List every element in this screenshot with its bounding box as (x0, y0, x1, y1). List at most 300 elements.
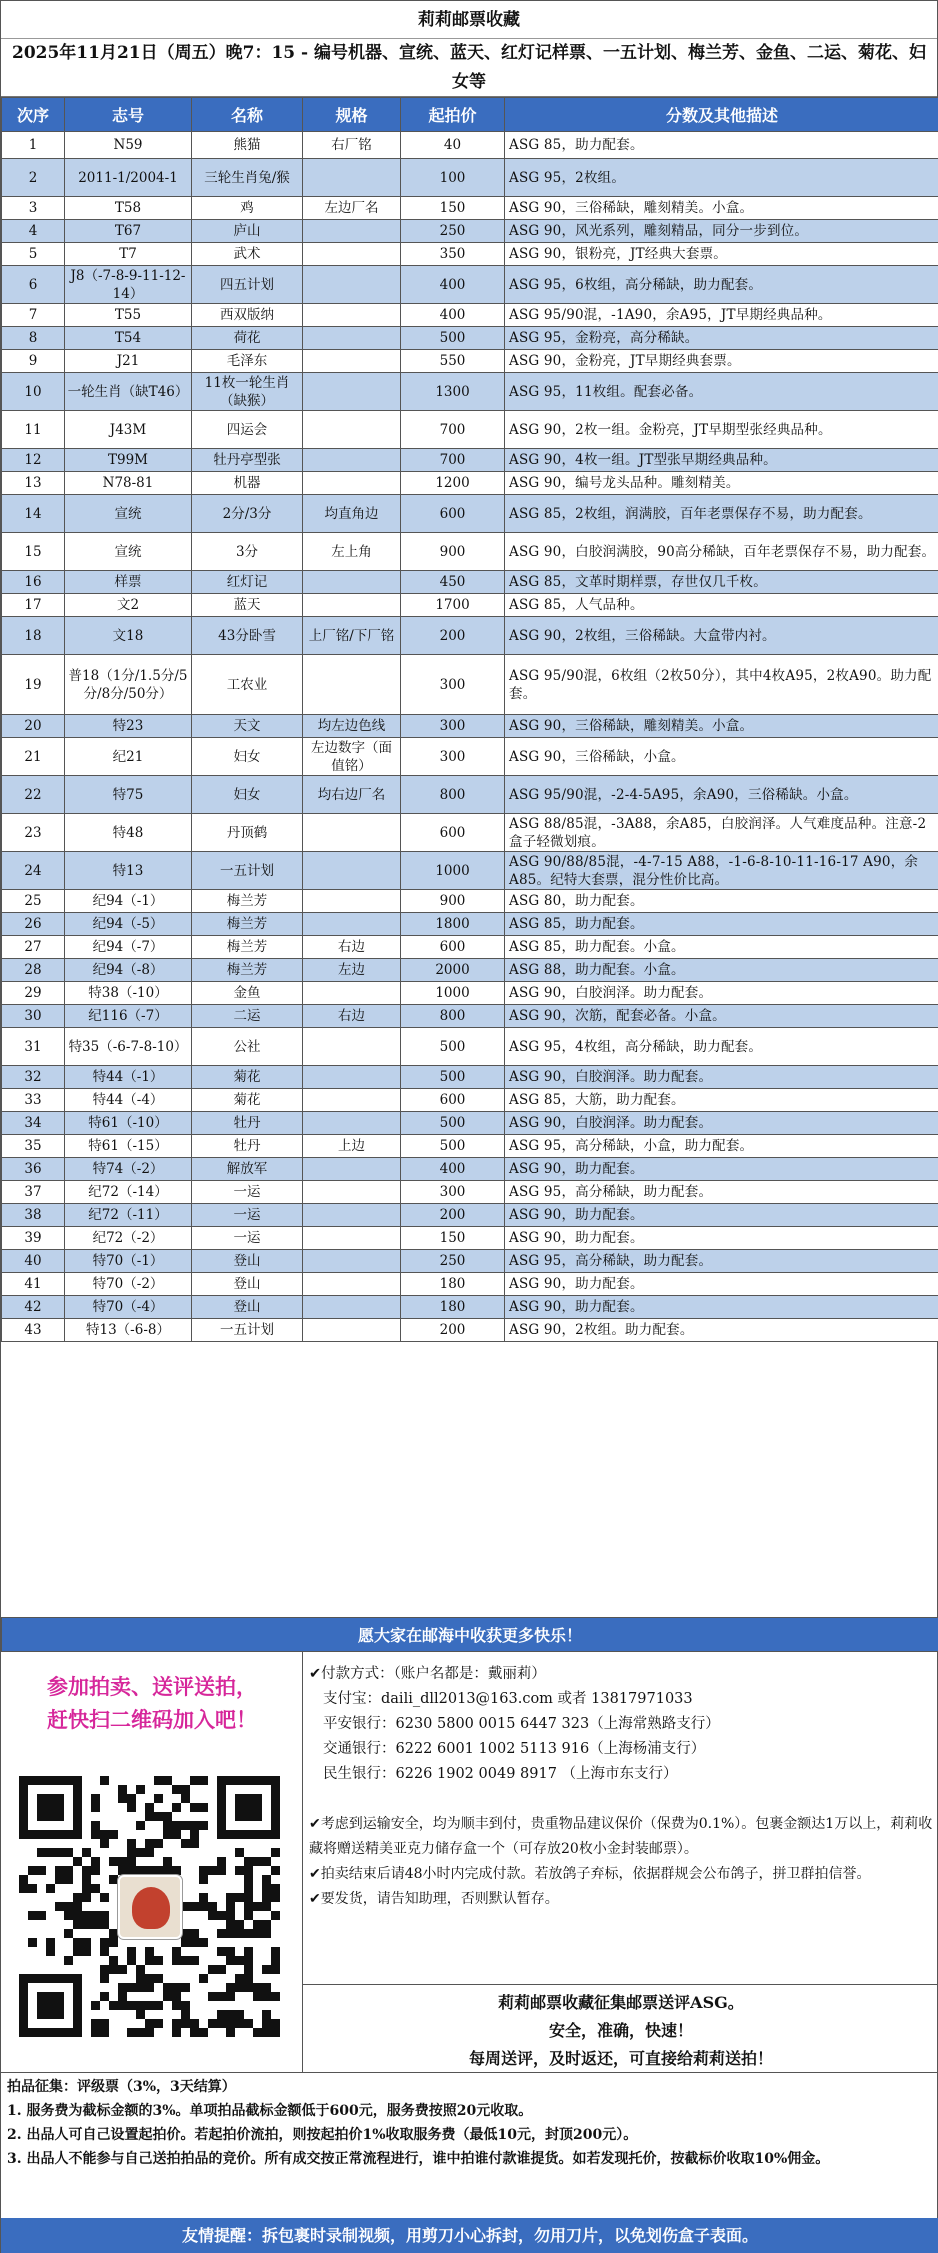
cell-price: 150 (401, 1227, 505, 1250)
cell-spec (303, 1296, 401, 1319)
cell-code: 特74（-2） (65, 1158, 192, 1181)
info-section (1, 1652, 938, 2072)
cell-price: 2000 (401, 959, 505, 982)
cell-no: 24 (2, 852, 65, 890)
cell-code: 特13（-6-8） (65, 1319, 192, 1342)
cell-desc: ASG 90，2枚组。助力配套。 (505, 1319, 938, 1342)
cell-spec: 上边 (303, 1135, 401, 1158)
cell-spec (303, 350, 401, 373)
cell-code: 特70（-2） (65, 1273, 192, 1296)
cell-name: 登山 (192, 1273, 303, 1296)
table-row (2, 327, 938, 350)
cell-name: 梅兰芳 (192, 936, 303, 959)
cell-price: 1800 (401, 913, 505, 936)
table-row (2, 1181, 938, 1204)
cell-desc: ASG 95，11枚组。配套必备。 (505, 373, 938, 411)
cell-price: 250 (401, 220, 505, 243)
table-row (2, 594, 938, 617)
cell-desc: ASG 90，白胶润泽。助力配套。 (505, 982, 938, 1005)
table-row (2, 738, 938, 776)
cell-price: 900 (401, 890, 505, 913)
qr-code-image[interactable] (15, 1762, 283, 2052)
cell-no: 9 (2, 350, 65, 373)
cell-name: 一五计划 (192, 852, 303, 890)
cell-desc: ASG 90，助力配套。 (505, 1158, 938, 1181)
cell-code: 纪72（-2） (65, 1227, 192, 1250)
cell-no: 37 (2, 1181, 65, 1204)
cell-spec (303, 655, 401, 715)
cell-price: 350 (401, 243, 505, 266)
cell-code: 特13 (65, 852, 192, 890)
table-row (2, 1273, 938, 1296)
cell-spec (303, 1227, 401, 1250)
note-shipping: ✔考虑到运输安全，均为顺丰到付，贵重物品建议保价（保费为0.1%）。包裹金额达1万以上，莉莉收藏将赠送精美亚克力储存盒一个（可存放20枚小金封装邮票）。 (309, 1816, 933, 1857)
table-row (2, 1227, 938, 1250)
table-row (2, 1135, 938, 1158)
col-header-desc: 分数及其他描述 (505, 98, 938, 132)
table-row (2, 1250, 938, 1273)
cell-code: 样票 (65, 571, 192, 594)
cell-no: 38 (2, 1204, 65, 1227)
cell-spec: 均直角边 (303, 495, 401, 533)
page-title: 莉莉邮票收藏 (1, 1, 937, 39)
cell-desc: ASG 90/88/85混，-4-7-15 A88，-1-6-8-10-11-16-17 A90，余A85。纪特大套票，混分性价比高。 (505, 852, 938, 890)
cell-no: 3 (2, 197, 65, 220)
table-row (2, 655, 938, 715)
cell-no: 21 (2, 738, 65, 776)
cell-code: 宣统 (65, 533, 192, 571)
cell-name: 荷花 (192, 327, 303, 350)
cell-code: 特44（-1） (65, 1066, 192, 1089)
cell-spec (303, 913, 401, 936)
table-row (2, 1204, 938, 1227)
cell-name: 2分/3分 (192, 495, 303, 533)
cell-no: 1 (2, 132, 65, 159)
cell-name: 三轮生肖兔/猴 (192, 159, 303, 197)
cell-name: 牡丹 (192, 1112, 303, 1135)
table-row (2, 936, 938, 959)
cell-no: 30 (2, 1005, 65, 1028)
cell-no: 6 (2, 266, 65, 304)
cell-price: 550 (401, 350, 505, 373)
cell-no: 13 (2, 472, 65, 495)
cell-spec (303, 852, 401, 890)
cell-code: J8（-7-8-9-11-12-14） (65, 266, 192, 304)
cell-spec (303, 1158, 401, 1181)
cell-desc: ASG 85，助力配套。小盒。 (505, 936, 938, 959)
cell-name: 熊猫 (192, 132, 303, 159)
table-row (2, 1066, 938, 1089)
table-row (2, 220, 938, 243)
cell-spec: 上厂铭/下厂铭 (303, 617, 401, 655)
cell-name: 机器 (192, 472, 303, 495)
cell-code: T99M (65, 449, 192, 472)
cell-desc: ASG 90，2枚组，三俗稀缺。大盒带内衬。 (505, 617, 938, 655)
cell-spec (303, 159, 401, 197)
cell-no: 8 (2, 327, 65, 350)
cell-desc: ASG 88，助力配套。小盒。 (505, 959, 938, 982)
cell-spec: 均左边色线 (303, 715, 401, 738)
cell-price: 200 (401, 1204, 505, 1227)
cell-spec (303, 327, 401, 350)
cell-code: T67 (65, 220, 192, 243)
invite-line-2: 安全，准确，快速！ (548, 2021, 693, 2040)
cell-desc: ASG 90，三俗稀缺，雕刻精美。小盒。 (505, 197, 938, 220)
table-row (2, 1158, 938, 1181)
cell-price: 300 (401, 1181, 505, 1204)
cell-spec (303, 1089, 401, 1112)
cell-name: 天文 (192, 715, 303, 738)
table-row (2, 814, 938, 852)
cell-no: 33 (2, 1089, 65, 1112)
cell-name: 梅兰芳 (192, 959, 303, 982)
cell-desc: ASG 90，白胶润泽。助力配套。 (505, 1066, 938, 1089)
cell-no: 36 (2, 1158, 65, 1181)
cell-no: 17 (2, 594, 65, 617)
cell-name: 工农业 (192, 655, 303, 715)
cell-name: 一运 (192, 1227, 303, 1250)
qr-logo-icon (118, 1875, 182, 1939)
cell-name: 解放军 (192, 1158, 303, 1181)
cell-code: 纪72（-11） (65, 1204, 192, 1227)
cell-code: J21 (65, 350, 192, 373)
cell-no: 10 (2, 373, 65, 411)
cell-spec (303, 1319, 401, 1342)
cell-price: 450 (401, 571, 505, 594)
cell-price: 800 (401, 1005, 505, 1028)
cell-desc: ASG 90，助力配套。 (505, 1273, 938, 1296)
cell-code: T55 (65, 304, 192, 327)
table-row (2, 304, 938, 327)
cell-price: 600 (401, 495, 505, 533)
cell-price: 1000 (401, 982, 505, 1005)
cell-desc: ASG 88/85混，-3A88，余A85，白胶润泽。人气难度品种。注意-2盒子轻微划痕。 (505, 814, 938, 852)
promo-line-1: 参加拍卖、送评送拍， (47, 1674, 257, 1699)
cell-code: N59 (65, 132, 192, 159)
cell-desc: ASG 90，三俗稀缺，小盒。 (505, 738, 938, 776)
cell-no: 16 (2, 571, 65, 594)
cell-name: 梅兰芳 (192, 890, 303, 913)
invite-line-1: 莉莉邮票收藏征集邮票送评ASG。 (498, 1993, 744, 2012)
cell-code: 一轮生肖（缺T46） (65, 373, 192, 411)
cell-desc: ASG 90，次筋，配套必备。小盒。 (505, 1005, 938, 1028)
cell-desc: ASG 85，大筋，助力配套。 (505, 1089, 938, 1112)
promo-line-2: 赶快扫二维码加入吧！ (47, 1707, 257, 1732)
cell-desc: ASG 95，高分稀缺，助力配套。 (505, 1181, 938, 1204)
table-row (2, 132, 938, 159)
cell-desc: ASG 85，助力配套。 (505, 913, 938, 936)
table-header (2, 98, 938, 132)
cell-spec: 左边厂名 (303, 197, 401, 220)
payment-info (309, 1662, 937, 1787)
cell-code: 普18（1分/1.5分/5分/8分/50分） (65, 655, 192, 715)
cell-no: 43 (2, 1319, 65, 1342)
cell-code: 特70（-1） (65, 1250, 192, 1273)
cell-desc: ASG 85，人气品种。 (505, 594, 938, 617)
cell-desc: ASG 95/90混，-2-4-5A95，余A90，三俗稀缺。小盒。 (505, 776, 938, 814)
table-row (2, 852, 938, 890)
cell-desc: ASG 90，三俗稀缺，雕刻精美。小盒。 (505, 715, 938, 738)
cell-no: 23 (2, 814, 65, 852)
cell-spec (303, 1273, 401, 1296)
cell-code: 纪94（-5） (65, 913, 192, 936)
cell-spec (303, 982, 401, 1005)
cell-spec (303, 304, 401, 327)
cell-no: 25 (2, 890, 65, 913)
table-row (2, 1089, 938, 1112)
cell-price: 250 (401, 1250, 505, 1273)
cell-name: 登山 (192, 1250, 303, 1273)
cell-spec (303, 243, 401, 266)
cell-price: 1300 (401, 373, 505, 411)
table-body (2, 132, 938, 1342)
table-row (2, 411, 938, 449)
table-row (2, 959, 938, 982)
promo-text (1, 1670, 303, 1736)
bottom-banner: 友情提醒：拆包裹时录制视频，用剪刀小心拆封，勿用刀片，以免划伤盒子表面。 (1, 2218, 938, 2253)
cell-no: 22 (2, 776, 65, 814)
payment-pingan: 平安银行：6230 5800 0015 6447 323（上海常熟路支行） (323, 1716, 720, 1732)
table-row (2, 495, 938, 533)
cell-name: 11枚一轮生肖（缺猴） (192, 373, 303, 411)
cell-desc: ASG 90，金粉亮，JT早期经典套票。 (505, 350, 938, 373)
cell-price: 300 (401, 715, 505, 738)
cell-name: 一五计划 (192, 1319, 303, 1342)
cell-code: 纪116（-7） (65, 1005, 192, 1028)
cell-code: 特23 (65, 715, 192, 738)
invite-line-3: 每周送评，及时返还，可直接给莉莉送拍！ (468, 2049, 773, 2068)
payment-minsheng: 民生银行：6226 1902 0049 8917 （上海市东支行） (323, 1766, 678, 1782)
cell-code: T7 (65, 243, 192, 266)
cell-name: 西双版纳 (192, 304, 303, 327)
cell-price: 800 (401, 776, 505, 814)
cell-no: 26 (2, 913, 65, 936)
cell-desc: ASG 90，2枚一组。金粉亮，JT早期型张经典品种。 (505, 411, 938, 449)
cell-desc: ASG 95/90混，6枚组（2枚50分），其中4枚A95，2枚A90。助力配套。 (505, 655, 938, 715)
cell-code: 特44（-4） (65, 1089, 192, 1112)
cell-name: 菊花 (192, 1089, 303, 1112)
cell-code: N78-81 (65, 472, 192, 495)
cell-code: 文2 (65, 594, 192, 617)
cell-desc: ASG 90，编号龙头品种。雕刻精美。 (505, 472, 938, 495)
cell-price: 700 (401, 411, 505, 449)
cell-no: 12 (2, 449, 65, 472)
cell-price: 500 (401, 1028, 505, 1066)
cell-no: 42 (2, 1296, 65, 1319)
cell-code: 纪94（-1） (65, 890, 192, 913)
cell-name: 四运会 (192, 411, 303, 449)
cell-name: 二运 (192, 1005, 303, 1028)
cell-code: 特35（-6-7-8-10） (65, 1028, 192, 1066)
col-header-code: 志号 (65, 98, 192, 132)
cell-price: 180 (401, 1296, 505, 1319)
cell-name: 梅兰芳 (192, 913, 303, 936)
cell-name: 丹顶鹤 (192, 814, 303, 852)
table-row (2, 715, 938, 738)
table-row (2, 1005, 938, 1028)
cell-name: 牡丹 (192, 1135, 303, 1158)
cell-name: 庐山 (192, 220, 303, 243)
cell-spec (303, 1181, 401, 1204)
cell-no: 41 (2, 1273, 65, 1296)
cell-name: 登山 (192, 1296, 303, 1319)
cell-no: 4 (2, 220, 65, 243)
grading-invite (303, 1984, 938, 2072)
cell-name: 公社 (192, 1028, 303, 1066)
table-row (2, 197, 938, 220)
cell-name: 一运 (192, 1204, 303, 1227)
cell-no: 39 (2, 1227, 65, 1250)
note-payment-deadline: ✔拍卖结束后请48小时内完成付款。若放鸽子弃标，依据群规会公布鸽子，拼卫群拍信誉。 (309, 1866, 871, 1882)
cell-desc: ASG 85，文革时期样票，存世仅几千枚。 (505, 571, 938, 594)
cell-price: 600 (401, 814, 505, 852)
cell-name: 毛泽东 (192, 350, 303, 373)
cell-code: 纪21 (65, 738, 192, 776)
cell-code: 宣统 (65, 495, 192, 533)
cell-desc: ASG 95，金粉亮，高分稀缺。 (505, 327, 938, 350)
cell-name: 菊花 (192, 1066, 303, 1089)
cell-code: T54 (65, 327, 192, 350)
cell-name: 蓝天 (192, 594, 303, 617)
table-row (2, 472, 938, 495)
cell-name: 3分 (192, 533, 303, 571)
cell-no: 7 (2, 304, 65, 327)
payment-heading: ✔付款方式：（账户名都是：戴丽莉） (309, 1666, 546, 1682)
cell-price: 300 (401, 738, 505, 776)
table-row (2, 1319, 938, 1342)
cell-no: 35 (2, 1135, 65, 1158)
payment-alipay: 支付宝：daili_dll2013@163.com 或者 13817971033 (323, 1691, 693, 1707)
table-row (2, 449, 938, 472)
table-row (2, 617, 938, 655)
cell-code: 纪94（-8） (65, 959, 192, 982)
cell-desc: ASG 95，高分稀缺，助力配套。 (505, 1250, 938, 1273)
cell-no: 32 (2, 1066, 65, 1089)
cell-spec (303, 220, 401, 243)
cell-no: 2 (2, 159, 65, 197)
table-row (2, 982, 938, 1005)
cell-price: 1200 (401, 472, 505, 495)
cell-desc: ASG 90，助力配套。 (505, 1296, 938, 1319)
cell-spec (303, 266, 401, 304)
cell-name: 妇女 (192, 738, 303, 776)
cell-no: 15 (2, 533, 65, 571)
cell-no: 29 (2, 982, 65, 1005)
cell-price: 400 (401, 266, 505, 304)
table-row (2, 243, 938, 266)
note-delivery: ✔要发货，请告知助理，否则默认暂存。 (309, 1891, 559, 1907)
cell-code: 特61（-10） (65, 1112, 192, 1135)
cell-price: 400 (401, 1158, 505, 1181)
cell-code: 特75 (65, 776, 192, 814)
terms-heading: 拍品征集：评级票（3%，3天结算） (7, 2079, 236, 2095)
cell-desc: ASG 90，助力配套。 (505, 1204, 938, 1227)
col-header-name: 名称 (192, 98, 303, 132)
cell-price: 700 (401, 449, 505, 472)
cell-no: 34 (2, 1112, 65, 1135)
cell-spec: 右边 (303, 1005, 401, 1028)
cell-price: 40 (401, 132, 505, 159)
cell-spec (303, 814, 401, 852)
cell-code: 文18 (65, 617, 192, 655)
cell-spec (303, 594, 401, 617)
cell-spec (303, 411, 401, 449)
cell-price: 180 (401, 1273, 505, 1296)
table-row (2, 890, 938, 913)
cell-code: 纪94（-7） (65, 936, 192, 959)
cell-no: 28 (2, 959, 65, 982)
promo-panel (1, 1652, 303, 2072)
terms-2: 2. 出品人可自己设置起拍价。若起拍价流拍，则按起拍价1%收取服务费（最低10元，封顶200元）。 (7, 2127, 638, 2143)
cell-desc: ASG 95，高分稀缺，小盒，助力配套。 (505, 1135, 938, 1158)
cell-desc: ASG 90，白胶润满胶，90高分稀缺，百年老票保存不易，助力配套。 (505, 533, 938, 571)
cell-desc: ASG 95/90混，-1A90，余A95，JT早期经典品种。 (505, 304, 938, 327)
cell-spec: 左上角 (303, 533, 401, 571)
cell-spec: 右厂铭 (303, 132, 401, 159)
table-row (2, 571, 938, 594)
cell-spec (303, 1250, 401, 1273)
cell-code: 特70（-4） (65, 1296, 192, 1319)
cell-no: 20 (2, 715, 65, 738)
cell-code: 特38（-10） (65, 982, 192, 1005)
cell-spec (303, 472, 401, 495)
table-row (2, 1028, 938, 1066)
table-row (2, 913, 938, 936)
cell-name: 四五计划 (192, 266, 303, 304)
table-row (2, 159, 938, 197)
cell-name: 鸡 (192, 197, 303, 220)
cell-desc: ASG 85，助力配套。 (505, 132, 938, 159)
cell-desc: ASG 90，4枚一组。JT型张早期经典品种。 (505, 449, 938, 472)
cell-price: 500 (401, 1112, 505, 1135)
cell-name: 妇女 (192, 776, 303, 814)
cell-spec: 左边数字（面值铭） (303, 738, 401, 776)
cell-name: 武术 (192, 243, 303, 266)
cell-no: 19 (2, 655, 65, 715)
cell-spec (303, 571, 401, 594)
table-row (2, 1296, 938, 1319)
cell-spec (303, 890, 401, 913)
terms-3: 3. 出品人不能参与自己送拍拍品的竞价。所有成交按正常流程进行，谁中拍谁付款谁提货。如若发现托价，按截标价收取10%佣金。 (7, 2151, 830, 2167)
table-row (2, 350, 938, 373)
col-header-price: 起拍价 (401, 98, 505, 132)
cell-price: 500 (401, 327, 505, 350)
cell-price: 500 (401, 1066, 505, 1089)
cell-spec (303, 1112, 401, 1135)
page-subtitle: 2025年11月21日（周五）晚7：15 - 编号机器、宣统、蓝天、红灯记样票、一五计划、梅兰芳、金鱼、二运、菊花、妇女等 (1, 39, 937, 97)
col-header-no: 次序 (2, 98, 65, 132)
cell-price: 100 (401, 159, 505, 197)
cell-spec: 均右边厂名 (303, 776, 401, 814)
table-row (2, 1112, 938, 1135)
payment-bocom: 交通银行：6222 6001 1002 5113 916（上海杨浦支行） (323, 1741, 706, 1757)
cell-spec (303, 1028, 401, 1066)
cell-spec (303, 449, 401, 472)
cell-no: 27 (2, 936, 65, 959)
cell-no: 11 (2, 411, 65, 449)
table-row (2, 266, 938, 304)
cell-desc: ASG 85，2枚组，润满胶，百年老票保存不易，助力配套。 (505, 495, 938, 533)
cell-desc: ASG 90，银粉亮，JT经典大套票。 (505, 243, 938, 266)
cell-price: 1000 (401, 852, 505, 890)
cell-name: 43分卧雪 (192, 617, 303, 655)
table-row (2, 776, 938, 814)
cell-price: 300 (401, 655, 505, 715)
cell-code: J43M (65, 411, 192, 449)
cell-no: 18 (2, 617, 65, 655)
cell-desc: ASG 90，助力配套。 (505, 1227, 938, 1250)
cell-price: 900 (401, 533, 505, 571)
